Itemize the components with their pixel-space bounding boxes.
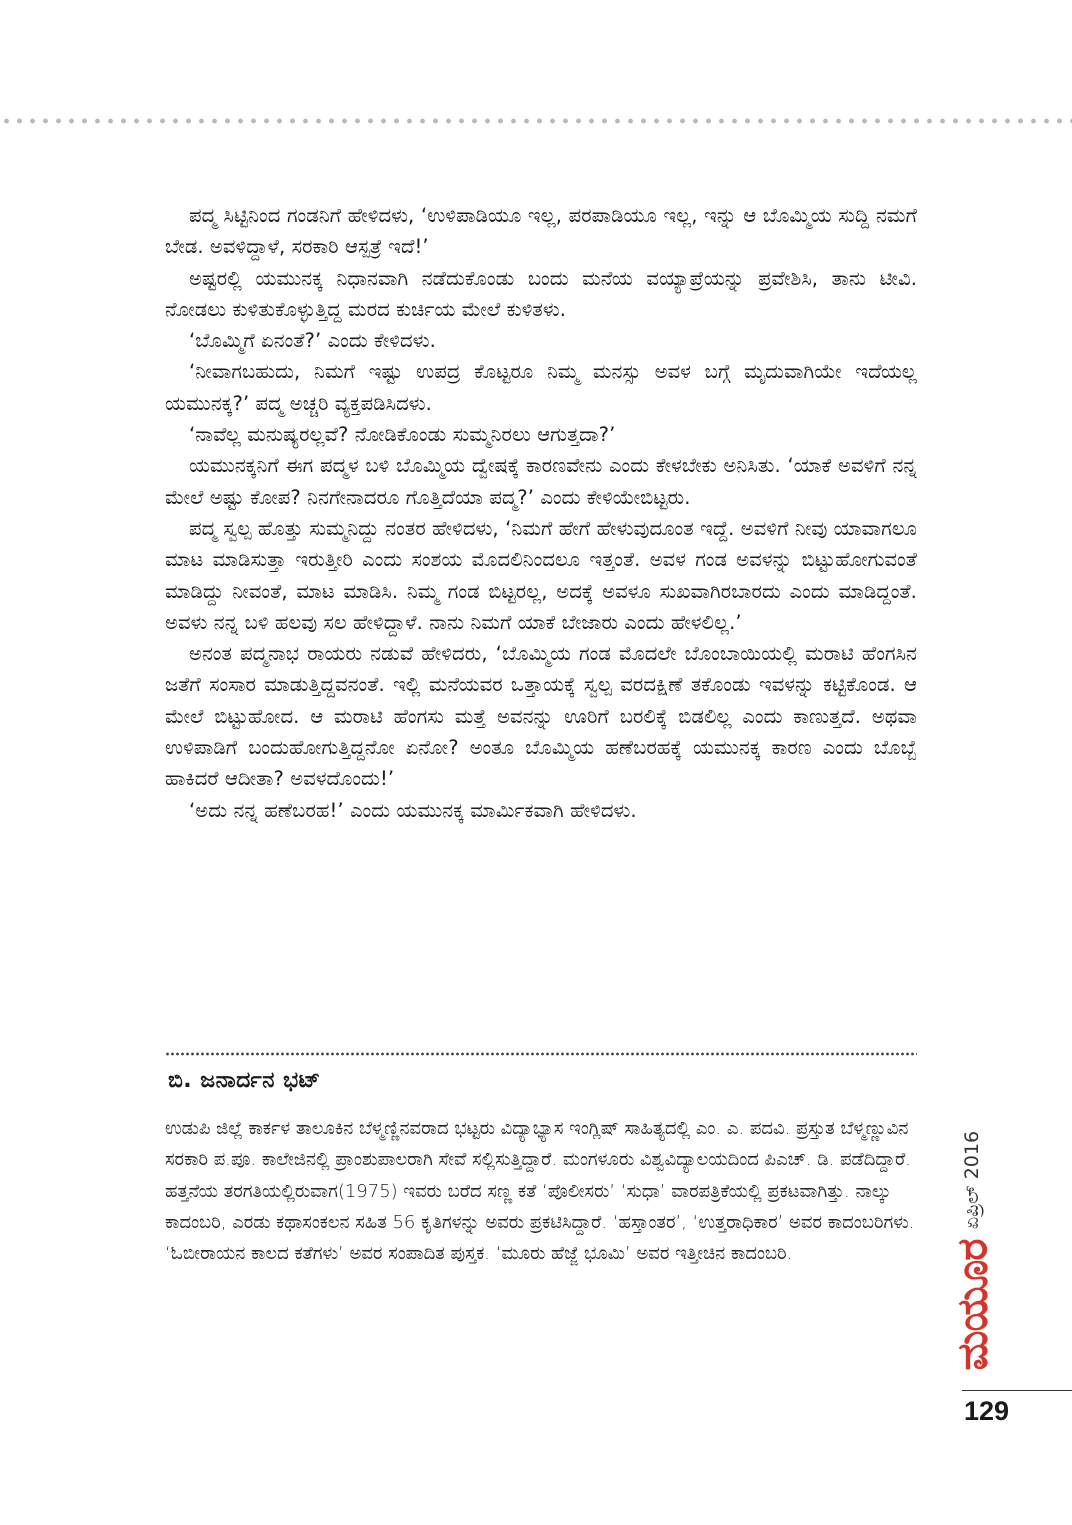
top-dotted-rule	[0, 118, 1072, 124]
page-number: 129	[964, 1396, 1010, 1426]
issue-date	[952, 1130, 992, 1230]
story-text	[165, 200, 917, 826]
story-paragraph: ‘ನಾವೆಲ್ಲ ಮನುಷ್ಯರಲ್ಲವೆ? ನೋಡಿಕೊಂಡು ಸುಮ್ಮನಿರಲು ಆಗುತ್ತದಾ?’	[189, 423, 616, 447]
story-paragraph: ಯಮುನಕ್ಕನಿಗೆ ಈಗ ಪದ್ಮಳ ಬಳಿ ಬೊಮ್ಮಿಯ ದ್ವೇಷಕ್ಕೆ ಕಾರಣವೇನು ಎಂದು ಕೇಳಬೇಕು ಅನಿಸಿತು. ‘ಯಾಕೆ ಅವಳಿಗೆ ನನ್ನ ಮೇಲೆ ಅಷ್ಟು ಕೋಪ? ನಿನಗೇನಾದರೂ ಗೊತ್ತಿದೆಯಾ ಪದ್ಮ?’ ಎಂದು ಕೇಳಿಯೇಬಿಟ್ಟರು.	[165, 454, 917, 509]
story-paragraph: ‘ನೀವಾಗಬಹುದು, ನಿಮಗೆ ಇಷ್ಟು ಉಪದ್ರ ಕೊಟ್ಟರೂ ನಿಮ್ಮ ಮನಸ್ಸು ಅವಳ ಬಗ್ಗೆ ಮೃದುವಾಗಿಯೇ ಇದೆಯಲ್ಲ ಯಮುನಕ್ಕ?’ ಪದ್ಮ ಅಚ್ಚರಿ ವ್ಯಕ್ತಪಡಿಸಿದಳು.	[165, 360, 917, 415]
magazine-logo	[948, 1230, 996, 1380]
story-paragraph: ‘ಬೊಮ್ಮಿಗೆ ಏನಂತೆ?’ ಎಂದು ಕೇಳಿದಳು.	[189, 329, 436, 353]
page-number-rule	[962, 1390, 1072, 1391]
magazine-logo-text: ಮಯೂರ	[947, 1239, 997, 1371]
story-paragraph: ಅಷ್ಟರಲ್ಲಿ ಯಮುನಕ್ಕ ನಿಧಾನವಾಗಿ ನಡೆದುಕೊಂಡು ಬಂದು ಮನೆಯ ವಯ್ಯಾಪ್ರೆಯನ್ನು ಪ್ರವೇಶಿಸಿ, ತಾನು ಟೀವಿ. ನೋಡಲು ಕುಳಿತುಕೊಳ್ಳುತ್ತಿದ್ದ ಮರದ ಕುರ್ಚಿಯ ಮೇಲೆ ಕುಳಿತಳು.	[165, 266, 917, 321]
author-name: ಬಿ. ಜನಾರ್ದನ ಭಟ್	[168, 1068, 321, 1093]
story-paragraph: ಪದ್ಮ ಸಿಟ್ಟಿನಿಂದ ಗಂಡನಿಗೆ ಹೇಳಿದಳು, ‘ಉಳಿಪಾಡಿಯೂ ಇಲ್ಲ, ಪರಪಾಡಿಯೂ ಇಲ್ಲ, ಇನ್ನು ಆ ಬೊಮ್ಮಿಯ ಸುದ್ದಿ ನಮಗೆ ಬೇಡ. ಅವಳಿದ್ದಾಳೆ, ಸರಕಾರಿ ಆಸ್ಪತ್ರೆ ಇದೆ!’	[165, 204, 917, 259]
story-paragraph: ಅನಂತ ಪದ್ಮನಾಭ ರಾಯರು ನಡುವೆ ಹೇಳಿದರು, ‘ಬೊಮ್ಮಿಯ ಗಂಡ ಮೊದಲೇ ಬೊಂಬಾಯಿಯಲ್ಲಿ ಮರಾಟಿ ಹೆಂಗಸಿನ ಜತೆಗೆ ಸಂಸಾರ ಮಾಡುತ್ತಿದ್ದವನಂತೆ. ಇಲ್ಲಿ ಮನೆಯವರ ಒತ್ತಾಯಕ್ಕೆ ಸ್ವಲ್ಪ ವರದಕ್ಷಿಣೆ ತಕೊಂಡು ಇವಳನ್ನು ಕಟ್ಟಿಕೊಂಡ. ಆ ಮೇಲೆ ಬಿಟ್ಟುಹೋದ. ಆ ಮರಾಟಿ ಹೆಂಗಸು ಮತ್ತೆ ಅವನನ್ನು ಊರಿಗೆ ಬರಲಿಕ್ಕೆ ಬಿಡಲಿಲ್ಲ ಎಂದು ಕಾಣುತ್ತದೆ. ಅಥವಾ ಉಳಿಪಾಡಿಗೆ ಬಂದುಹೋಗುತ್ತಿದ್ದನೋ ಏನೋ? ಅಂತೂ ಬೊಮ್ಮಿಯ ಹಣೆಬರಹಕ್ಕೆ ಯಮುನಕ್ಕ ಕಾರಣ ಎಂದು ಬೊಬ್ಬೆ ಹಾಕಿದರೆ ಆದೀತಾ? ಅವಳದೊಂದು!’	[165, 642, 917, 791]
story-paragraph: ಪದ್ಮ ಸ್ವಲ್ಪ ಹೊತ್ತು ಸುಮ್ಮನಿದ್ದು ನಂತರ ಹೇಳಿದಳು, ‘ನಿಮಗೆ ಹೇಗೆ ಹೇಳುವುದೂಂತ ಇದ್ದೆ. ಅವಳಿಗೆ ನೀವು ಯಾವಾಗಲೂ ಮಾಟ ಮಾಡಿಸುತ್ತಾ ಇರುತ್ತೀರಿ ಎಂದು ಸಂಶಯ ಮೊದಲಿನಿಂದಲೂ ಇತ್ತಂತೆ. ಅವಳ ಗಂಡ ಅವಳನ್ನು ಬಿಟ್ಟುಹೋಗುವಂತೆ ಮಾಡಿದ್ದು ನೀವಂತೆ, ಮಾಟ ಮಾಡಿಸಿ. ನಿಮ್ಮ ಗಂಡ ಬಿಟ್ಟರಲ್ಲ, ಅದಕ್ಕೆ ಅವಳೂ ಸುಖವಾಗಿರಬಾರದು ಎಂದು ಮಾಡಿದ್ದಂತೆ. ಅವಳು ನನ್ನ ಬಳಿ ಹಲವು ಸಲ ಹೇಳಿದ್ದಾಳೆ. ನಾನು ನಿಮಗೆ ಯಾಕೆ ಬೇಜಾರು ಎಂದು ಹೇಳಲಿಲ್ಲ.’	[165, 516, 917, 634]
bio-paragraph: ಉಡುಪಿ ಜಿಲ್ಲೆ ಕಾರ್ಕಳ ತಾಲೂಕಿನ ಬೆಳ್ಮಣ್ಣಿನವರಾದ ಭಟ್ಟರು ವಿದ್ಯಾಭ್ಯಾಸ ಇಂಗ್ಲಿಷ್ ಸಾಹಿತ್ಯದಲ್ಲಿ ಎಂ. ಎ. ಪದವಿ. ಪ್ರಸ್ತುತ ಬೆಳ್ಮಣ್ಣುವಿನ ಸರಕಾರಿ ಪ.ಪೂ. ಕಾಲೇಜಿನಲ್ಲಿ ಪ್ರಾಂಶುಪಾಲರಾಗಿ ಸೇವೆ ಸಲ್ಲಿಸುತ್ತಿದ್ದಾರೆ. ಮಂಗಳೂರು ವಿಶ್ವವಿದ್ಯಾಲಯದಿಂದ ಪಿಎಚ್. ಡಿ. ಪಡೆದಿದ್ದಾರೆ.	[165, 1118, 911, 1171]
author-bio	[165, 1113, 917, 1269]
issue-date-label: ಏಪ್ರಿಲ್ 2016	[961, 1130, 984, 1230]
section-divider	[165, 1052, 917, 1056]
story-paragraph: ‘ಅದು ನನ್ನ ಹಣೆಬರಹ!’ ಎಂದು ಯಮುನಕ್ಕ ಮಾರ್ಮಿಕವಾಗಿ ಹೇಳಿದಳು.	[189, 798, 637, 822]
bio-paragraph: ಹತ್ತನೆಯ ತರಗತಿಯಲ್ಲಿರುವಾಗ(1975) ಇವರು ಬರೆದ ಸಣ್ಣ ಕತೆ ‘ಪೊಲೀಸರು’ ‘ಸುಧಾ’ ವಾರಪತ್ರಿಕೆಯಲ್ಲಿ ಪ್ರಕಟವಾಗಿತ್ತು. ನಾಲ್ಕು ಕಾದಂಬರಿ, ಎರಡು ಕಥಾಸಂಕಲನ ಸಹಿತ 56 ಕೃತಿಗಳನ್ನು ಅವರು ಪ್ರಕಟಿಸಿದ್ದಾರೆ. ‘ಹಸ್ತಾಂತರ’, ‘ಉತ್ತರಾಧಿಕಾರ’ ಅವರ ಕಾದಂಬರಿಗಳು. ‘ಓಬೀರಾಯನ ಕಾಲದ ಕತೆಗಳು’ ಅವರ ಸಂಪಾದಿತ ಪುಸ್ತಕ. ‘ಮೂರು ಹೆಜ್ಜೆ ಭೂಮಿ’ ಅವರ ಇತ್ತೀಚಿನ ಕಾದಂಬರಿ.	[165, 1180, 915, 1265]
